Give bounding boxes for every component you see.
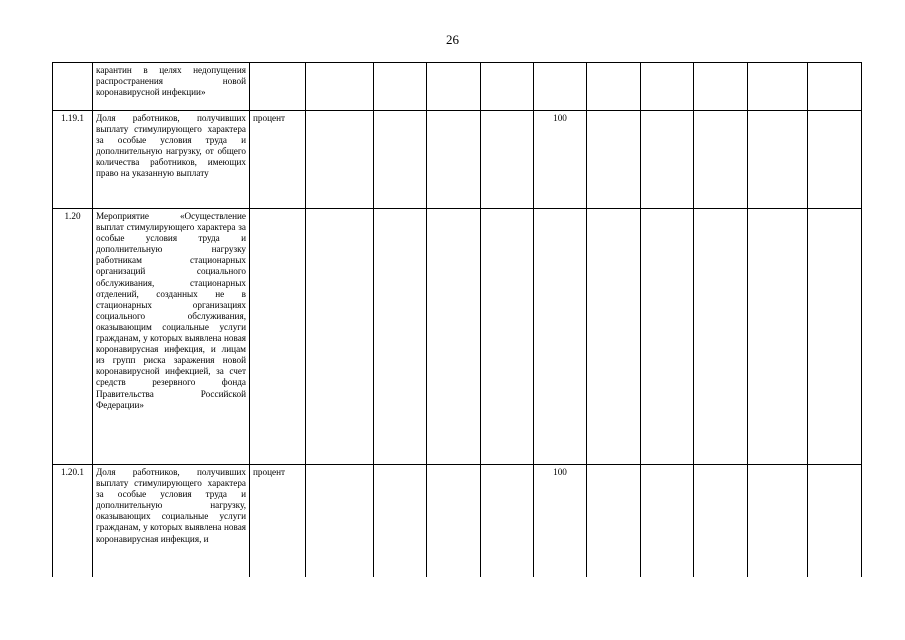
row-description: Доля работников, получивших выплату стимулирующего характера за особые условия труда и дополнительную нагрузку, оказывающих социальные услуги гражданам, у которых выявлена новая коронавирусная инфекция, и (93, 465, 250, 577)
value-cell (534, 209, 587, 465)
value-cell (306, 63, 374, 111)
row-unit: процент (250, 111, 306, 209)
page-number: 26 (446, 32, 459, 47)
value-cell (587, 111, 641, 209)
row-description: карантин в целях недопущения распространения новой коронавирусной инфекции» (93, 63, 250, 111)
table-row (53, 111, 862, 209)
value-cell (694, 63, 748, 111)
value-cell (587, 465, 641, 577)
value-cell (694, 465, 748, 577)
value-cell (481, 465, 534, 577)
value-cell (748, 465, 808, 577)
value-cell (374, 209, 427, 465)
value-cell (694, 209, 748, 465)
row-number: 1.20 (53, 209, 93, 465)
row-number: 1.20.1 (53, 465, 93, 577)
value-cell (427, 63, 481, 111)
value-cell (748, 209, 808, 465)
value-cell (306, 209, 374, 465)
value-cell (748, 63, 808, 111)
row-description: Доля работников, получивших выплату стимулирующего характера за особые условия труда и дополнительную нагрузку, от общего количества работников, имеющих право на указанную выплату (93, 111, 250, 209)
value-cell (808, 209, 862, 465)
value-cell (748, 111, 808, 209)
value-cell: 100 (534, 111, 587, 209)
value-cell (641, 63, 694, 111)
value-cell (374, 63, 427, 111)
value-cell (306, 465, 374, 577)
table-row (53, 465, 862, 577)
value-cell (587, 209, 641, 465)
row-number (53, 63, 93, 111)
value-cell: 100 (534, 465, 587, 577)
value-cell (808, 111, 862, 209)
value-cell (808, 63, 862, 111)
row-description: Мероприятие «Осуществление выплат стимулирующего характера за особые условия труда и дополнительную нагрузку работникам стационарных организаций социального обслуживания, стационарных отделений, созданных не в стационарных организациях социального обслуживания, оказывающим социальные услуги гражданам, у которых выявлена новая коронавирусная инфекция, и лицам из групп риска заражения новой коронавирусной инфекцией, за счет средств резервного фонда Правительства Российской Федерации» (93, 209, 250, 465)
table-row (53, 63, 862, 111)
value-cell (306, 111, 374, 209)
value-cell (808, 465, 862, 577)
row-unit (250, 63, 306, 111)
value-cell (587, 63, 641, 111)
value-cell (641, 465, 694, 577)
value-cell (427, 209, 481, 465)
row-unit (250, 209, 306, 465)
value-cell (374, 111, 427, 209)
row-unit: процент (250, 465, 306, 577)
value-cell (694, 111, 748, 209)
value-cell (427, 111, 481, 209)
value-cell (481, 63, 534, 111)
value-cell (427, 465, 481, 577)
value-cell (481, 209, 534, 465)
value-cell (481, 111, 534, 209)
value-cell (641, 209, 694, 465)
row-number: 1.19.1 (53, 111, 93, 209)
indicators-table (52, 62, 862, 577)
table-row (53, 209, 862, 465)
value-cell (374, 465, 427, 577)
value-cell (641, 111, 694, 209)
value-cell (534, 63, 587, 111)
